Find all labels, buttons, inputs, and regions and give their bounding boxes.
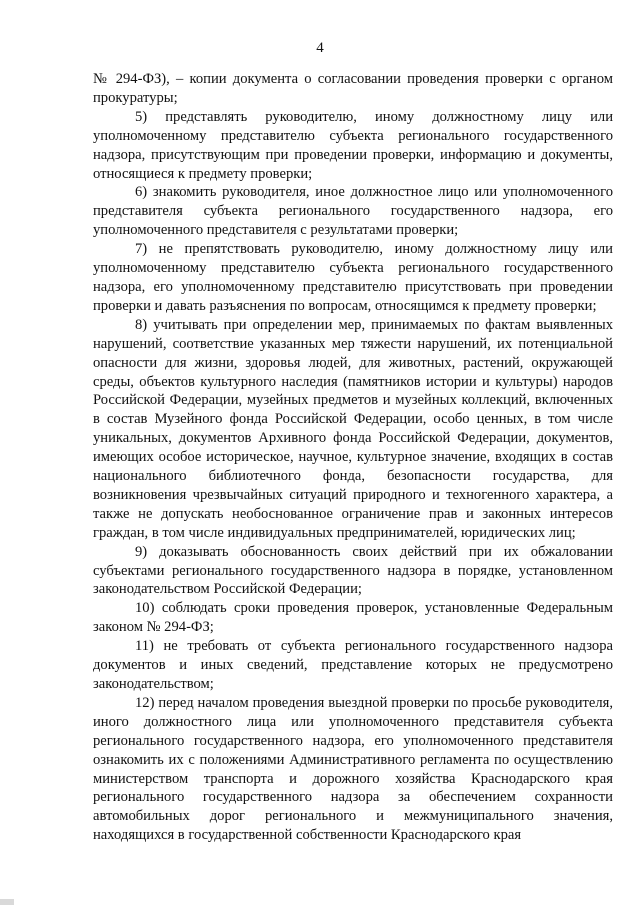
page-number: 4 xyxy=(316,40,324,56)
paragraph-item-10: 10) соблюдать сроки проведения проверок, установленные Федеральным законом № 294-ФЗ; xyxy=(93,600,613,636)
paragraph-item-9: 9) доказывать обоснованность своих действий при их обжаловании субъектами регионального государственного надзора в порядке, установленном законодательством Российской Федерации; xyxy=(93,543,613,598)
scan-edge-mark xyxy=(0,899,14,905)
paragraph-item-11: 11) не требовать от субъекта регионального государственного надзора документов и иных сведений, представление которых не предусмотрено законодательством; xyxy=(93,638,613,692)
paragraph-item-8: 8) учитывать при определении мер, принимаемых по фактам выявленных нарушений, соответствие указанных мер тяжести нарушений, их потенциальной опасности для жизни, здоровья людей, для животных, растений, окружающей среды, объектов культурного наследия (памятников истории и культуры) народов Российской Федерации, музейных предметов и музейных коллекций, включенных в состав Музейного фонда Российской Федерации, особо ценных, в том числе уникальных, документов Архивного фонда Российской Федерации, документов, имеющих особое историческое, научное, культурное значение, входящих в состав национального библиотечного фонда, безопасности государства, для возникновения чрезвычайных ситуаций природного и техногенного характера, а также не допускать необоснованное ограничение прав и законных интересов граждан, в том числе индивидуальных предпринимателей, юридических лиц; xyxy=(93,316,613,541)
paragraph-item-7: 7) не препятствовать руководителю, иному должностному лицу или уполномоченному представителю субъекта регионального государственного надзора, его уполномоченному представителю присутствовать при проведении проверки и давать разъяснения по вопросам, относящимся к предмету проверки; xyxy=(93,241,613,314)
paragraph-continuation: № 294-ФЗ), – копии документа о согласовании проведения проверки с органом прокуратуры; xyxy=(93,71,613,106)
paragraph-item-12: 12) перед началом проведения выездной проверки по просьбе руководителя, иного должностного лица или уполномоченного представителя субъекта регионального государственного надзора, его уполномоченного представителя ознакомить их с положениями Административного регламента по осуществлению министерством транспорта и дорожного хозяйства Краснодарского края регионального государственного надзора за обеспечением сохранности автомобильных дорог регионального и межмуниципального значения, находящихся в государственной собственности Краснодарского края xyxy=(93,694,613,844)
paragraph-item-6: 6) знакомить руководителя, иное должностное лицо или уполномоченного представителя субъекта регионального государственного надзора, его уполномоченного представителя с результатами проверки; xyxy=(93,184,613,239)
document-body xyxy=(93,70,613,845)
paragraph-item-5: 5) представлять руководителю, иному должностному лицу или уполномоченному представителю субъекта регионального государственного надзора, присутствующим при проведении проверки, информацию и документы, относящиеся к предмету проверки; xyxy=(93,108,613,182)
